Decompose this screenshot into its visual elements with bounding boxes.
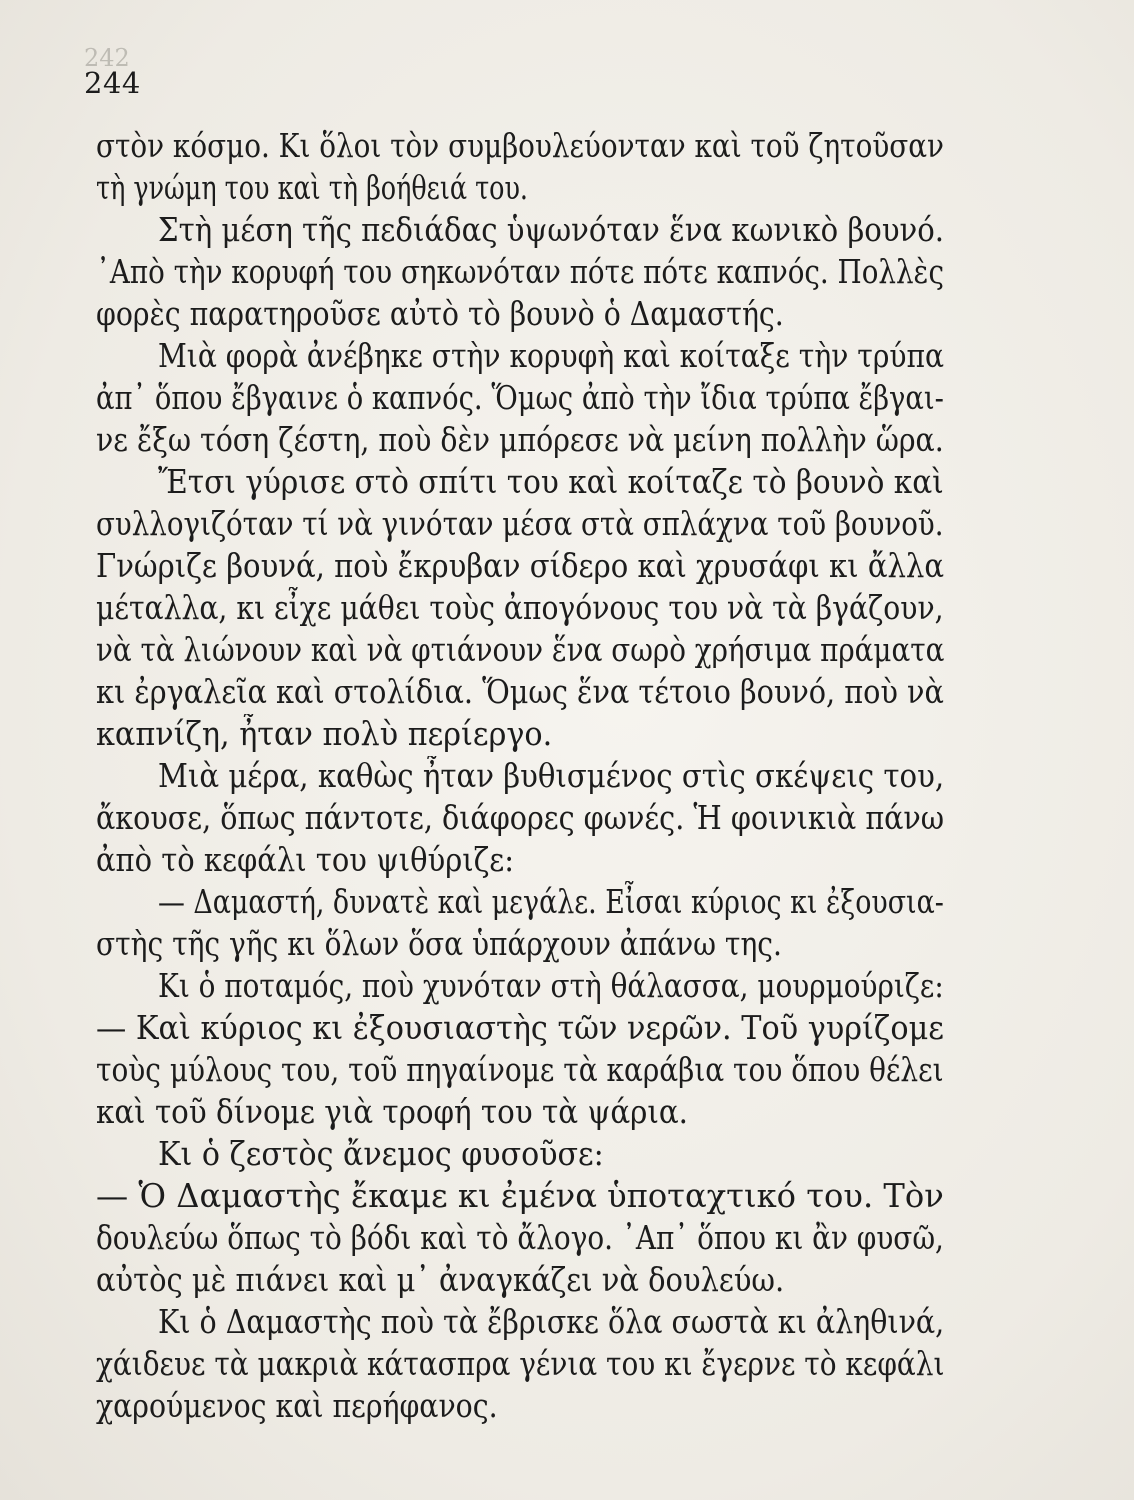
text-line: δουλεύω ὅπως τὸ βόδι καὶ τὸ ἄλογο. ᾿Απ᾿ ὅπου κι ἂν φυσῶ, (96, 1219, 944, 1257)
text-line: Μιὰ μέρα, καθὼς ἦταν βυθισμένος στὶς σκέψεις του, (158, 757, 945, 795)
text-line: συλλογιζόταν τί νὰ γινόταν μέσα στὰ σπλάχνα τοῦ βουνοῦ. (96, 505, 944, 543)
text-line: Μιὰ φορὰ ἀνέβηκε στὴν κορυφὴ καὶ κοίταξε τὴν τρύπα (158, 337, 944, 375)
text-line: χαρούμενος καὶ περήφανος. (96, 1387, 498, 1425)
text-line: τὴ γνώμη του καὶ τὴ βοήθειά του. (96, 169, 529, 207)
text-line: νὰ τὰ λιώνουν καὶ νὰ φτιάνουν ἕνα σωρὸ χρήσιμα πράματα (96, 631, 945, 669)
text-line: — Ὁ Δαμαστὴς ἔκαμε κι ἐμένα ὑποταχτικό του. Τὸν (96, 1177, 944, 1215)
text-line: Κι ὁ ζεστὸς ἄνεμος φυσοῦσε: (158, 1135, 604, 1173)
text-line: μέταλλα, κι εἶχε μάθει τοὺς ἀπογόνους του νὰ τὰ βγάζουν, (96, 589, 944, 627)
text-line: ᾿Απὸ τὴν κορυφή του σηκωνόταν πότε πότε καπνός. Πολλὲς (96, 253, 944, 291)
text-line: ἄκουσε, ὅπως πάντοτε, διάφορες φωνές. Ἡ φοινικιὰ πάνω (96, 799, 945, 837)
text-line: φορὲς παρατηροῦσε αὐτὸ τὸ βουνὸ ὁ Δαμαστής. (96, 295, 784, 333)
text-line: καὶ τοῦ δίνομε γιὰ τροφή του τὰ ψάρια. (96, 1093, 688, 1131)
text-line: Κι ὁ ποταμός, ποὺ χυνόταν στὴ θάλασσα, μουρμούριζε: (158, 967, 944, 1005)
faded-page-number: 242 (84, 44, 130, 72)
text-line: ἀπ᾿ ὅπου ἔβγαινε ὁ καπνός. Ὅμως ἀπὸ τὴν ἴδια τρύπα ἔβγαι- (96, 379, 944, 417)
text-line: καπνίζη, ἦταν πολὺ περίεργο. (96, 715, 553, 753)
text-line: τοὺς μύλους του, τοῦ πηγαίνομε τὰ καράβια του ὅπου θέλει (96, 1051, 944, 1089)
text-line: Στὴ μέση τῆς πεδιάδας ὑψωνόταν ἕνα κωνικὸ βουνό. (158, 211, 945, 249)
text-line: ἀπὸ τὸ κεφάλι του ψιθύριζε: (96, 841, 515, 879)
page-number: 244 (84, 66, 141, 100)
text-line: Γνώριζε βουνά, ποὺ ἔκρυβαν σίδερο καὶ χρυσάφι κι ἄλλα (96, 547, 945, 585)
text-line: κι ἐργαλεῖα καὶ στολίδια. Ὅμως ἕνα τέτοιο βουνό, ποὺ νὰ (96, 673, 944, 711)
text-line: στὴς τῆς γῆς κι ὅλων ὅσα ὑπάρχουν ἀπάνω της. (96, 925, 782, 963)
text-line: αὐτὸς μὲ πιάνει καὶ μ᾿ ἀναγκάζει νὰ δουλεύω. (96, 1261, 785, 1299)
text-line: Ἔτσι γύρισε στὸ σπίτι του καὶ κοίταζε τὸ βουνὸ καὶ (158, 463, 944, 501)
text-line: νε ἔξω τόση ζέστη, ποὺ δὲν μπόρεσε νὰ μείνη πολλὴν ὥρα. (96, 421, 944, 459)
text-line: — Δαμαστή, δυνατὲ καὶ μεγάλε. Εἶσαι κύριος κι ἐξουσια- (158, 883, 944, 921)
text-line: Κι ὁ Δαμαστὴς ποὺ τὰ ἔβρισκε ὅλα σωστὰ κι ἀληθινά, (158, 1303, 945, 1341)
text-line: στὸν κόσμο. Κι ὅλοι τὸν συμβουλεύονταν καὶ τοῦ ζητοῦσαν (96, 127, 944, 165)
text-line: — Καὶ κύριος κι ἐξουσιαστὴς τῶν νερῶν. Τοῦ γυρίζομε (96, 1009, 944, 1047)
text-line: χάιδευε τὰ μακριὰ κάτασπρα γένια του κι ἔγερνε τὸ κεφάλι (96, 1345, 945, 1383)
